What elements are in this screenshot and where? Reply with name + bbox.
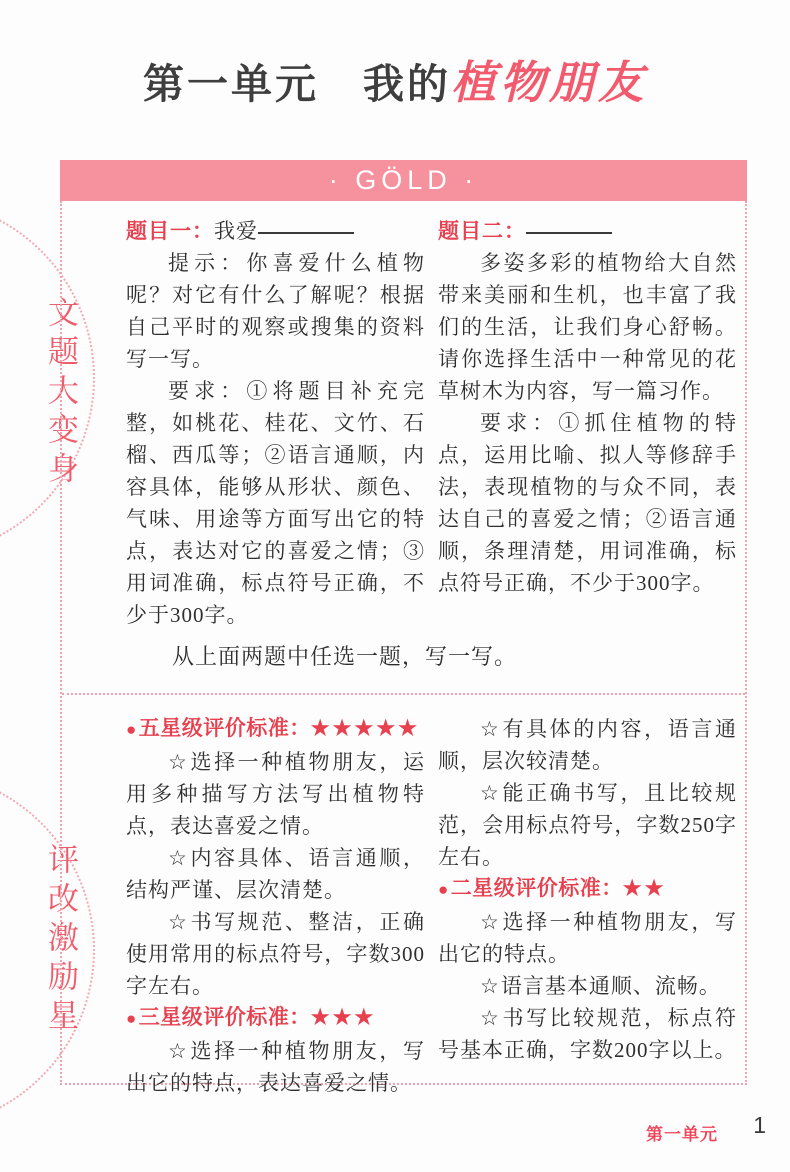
rating-item (438, 1002, 737, 1066)
rating-item (438, 713, 737, 777)
open-star-icon: ☆ (168, 910, 190, 934)
two-star-heading (438, 873, 737, 906)
page-title (0, 46, 790, 111)
bullet-icon: ● (126, 1009, 137, 1028)
three-star-heading (126, 1002, 425, 1035)
five-star-heading-label: 五星级评价标准： (138, 717, 311, 740)
rating-item (126, 1035, 425, 1099)
rating-item (126, 842, 425, 906)
topic-1-requirements: 要求：①将题目补充完整，如桃花、桂花、文竹、石榴、西瓜等；②语言通顺，内容具体，能够从形状、颜色、气味、用途等方面写出它的特点，表达对它的喜爱之情；③用词准确，标点符号正确，不少于300字。 (126, 379, 425, 627)
rating-item (126, 746, 425, 842)
open-star-icon: ☆ (168, 846, 190, 870)
choose-instruction: 从上面两题中任选一题，写一写。 (172, 644, 518, 669)
topic-2-requirements: 要求：①抓住植物的特点，运用比喻、拟人等修辞手法，表现植物的与众不同，表达自己的喜爱之情；②语言通顺，条理清楚，用词准确，标点符号正确，不少于300字。 (438, 411, 737, 595)
open-star-icon: ☆ (168, 750, 190, 774)
rating-item-text: 语言基本通顺、流畅。 (500, 974, 721, 998)
open-star-icon: ☆ (480, 781, 502, 805)
footer-page-number: 1 (753, 1112, 766, 1138)
rating-item-text: 选择一种植物朋友，运用多种描写方法写出植物特点，表达喜爱之情。 (126, 750, 426, 838)
bullet-icon: ● (126, 720, 137, 739)
section-divider (62, 693, 745, 695)
rating-item-text: 能正确书写，且比较规范，会用标点符号，字数250字左右。 (438, 781, 738, 869)
topic-1-label: 题目一： (126, 219, 214, 243)
topic-2-label: 题目二： (438, 219, 526, 243)
topic-1-title-line (126, 215, 425, 247)
rating-left-column (126, 713, 425, 1099)
unit-title-text: 第一单元 我的 (142, 61, 451, 107)
rating-item-text: 书写比较规范，标点符号基本正确，字数200字以上。 (438, 1006, 738, 1062)
gold-logo: · GÖLD · (328, 165, 479, 195)
topic-2-column (438, 215, 737, 635)
bullet-icon: ● (438, 880, 449, 899)
rating-right-column (438, 713, 737, 1099)
content-box (60, 201, 747, 1095)
footer-unit-label: 第一单元 (646, 1125, 718, 1144)
rating-item-text: 有具体的内容，语言通顺，层次较清楚。 (438, 717, 738, 773)
sidebar-label-review-stars: 评改激励星 (43, 843, 78, 1038)
three-star-icons: ★★★ (310, 1006, 377, 1029)
rating-item-text: 书写规范、整洁，正确使用常用的标点符号，字数300字左右。 (126, 910, 426, 998)
open-star-icon: ☆ (168, 1039, 190, 1063)
topic-1-hint: 提示：你喜爱什么植物呢？对它有什么了解呢？根据自己平时的观察或搜集的资料写一写。 (126, 251, 425, 371)
rating-item (438, 906, 737, 970)
five-star-heading (126, 713, 425, 746)
sidebar-label-topic-transform: 文题大变身 (43, 296, 78, 491)
five-star-icons: ★★★★★ (310, 717, 420, 740)
open-star-icon: ☆ (480, 717, 502, 741)
topic-2-title-line (438, 215, 737, 247)
three-star-heading-label: 三星级评价标准： (138, 1006, 311, 1029)
topic-1-blank-line (258, 230, 354, 234)
rating-item-text: 内容具体、语言通顺，结构严谨、层次清楚。 (126, 846, 426, 902)
rating-item-text: 选择一种植物朋友，写出它的特点，表达喜爱之情。 (126, 1039, 426, 1095)
two-star-heading-label: 二星级评价标准： (450, 877, 623, 900)
rating-item (438, 970, 737, 1002)
rating-item-text: 选择一种植物朋友，写出它的特点。 (438, 910, 738, 966)
open-star-icon: ☆ (480, 1006, 502, 1030)
unit-title-highlight: 植物朋友 (450, 58, 647, 108)
topic-2-intro: 多姿多彩的植物给大自然带来美丽和生机，也丰富了我们的生活，让我们身心舒畅。请你选择生活中一种常见的花草树木为内容，写一篇习作。 (438, 251, 737, 403)
topic-2-blank-line (526, 230, 612, 234)
rating-section (126, 713, 737, 1099)
topic-1-column (126, 215, 425, 635)
rating-item (126, 906, 425, 1002)
gold-banner (60, 160, 747, 201)
open-star-icon: ☆ (480, 974, 500, 998)
topics-section (126, 215, 737, 635)
topic-1-lead: 我爱 (214, 219, 258, 243)
open-star-icon: ☆ (480, 910, 502, 934)
rating-item (438, 777, 737, 873)
two-star-icons: ★★ (622, 877, 667, 900)
